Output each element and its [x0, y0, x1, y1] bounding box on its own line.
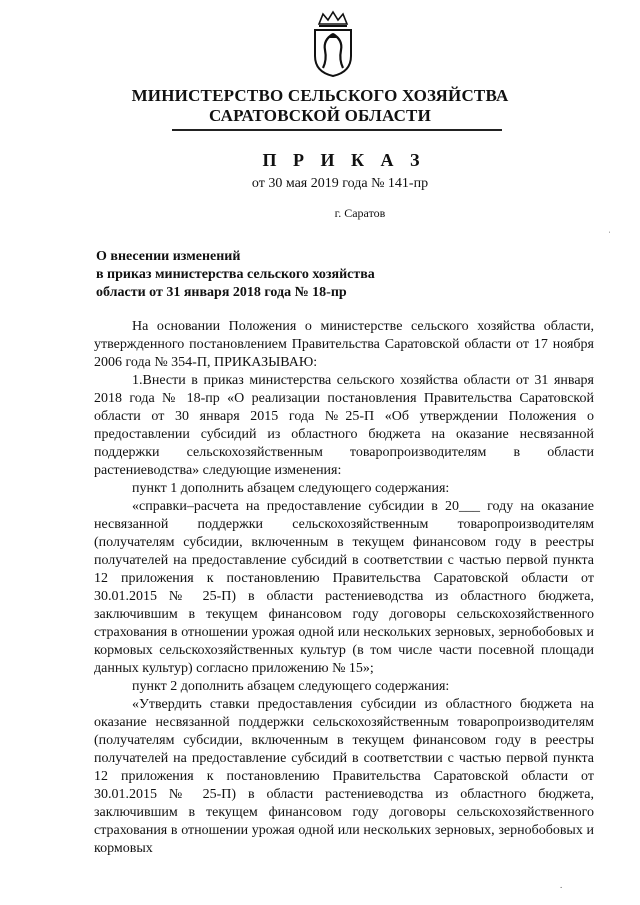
- order-date: от 30 мая 2019 года № 141-пр: [251, 176, 429, 191]
- order-body: [94, 318, 594, 858]
- subject-line-1: О внесении изменений: [96, 249, 241, 264]
- paragraph-quote-2: «Утвердить ставки предоставления субсидии из областного бюджета на оказание несвязанной поддержки сельскохозяйственным товаропроизводителям (получателям субсидии, включенным в текущем финансовом году в реестры получателей на предоставление субсидий в соответствии с частью первой пункта 12 приложения к постановлению Правительства Саратовской области от 30.01.2015 № 25-П) в области растениеводства из областного бюджета, заключившим в текущем финансовом году договоры сельскохозяйственного страхования в отношении урожая одной или нескольких зерновых, зернобобовых и кормовых: [94, 697, 594, 856]
- paragraph-point-2: пункт 2 дополнить абзацем следующего содержания:: [132, 679, 450, 694]
- order-title: П Р И К А З: [262, 150, 426, 170]
- order-subject: [96, 248, 375, 302]
- paragraph-item-1: 1.Внести в приказ министерства сельского хозяйства области от 31 января 2018 года № 18-пр «О реализации постановления Правительства Саратовской области от 30 января 2015 года №25-П «Об утверждении Положения о предоставлении субсидий из областного бюджета на оказание несвязанной поддержки сельскохозяйственным товаропроизводителям в области растениеводства» следующие изменения:: [94, 373, 594, 478]
- ministry-name: [0, 86, 640, 126]
- paragraph-quote-1: «справки–расчета на предоставление субсидии в 20___ году на оказание несвязанной поддержки сельскохозяйственным товаропроизводителям (получателям субсидии, включенным в текущем финансовом году в реестры получателей на предоставление субсидий в соответствии с частью первой пункта 12 приложения к постановлению Правительства Саратовской области от 30.01.2015 № 25-П) в области растениеводства из областного бюджета, заключившим в текущем финансовом году договоры сельскохозяйственного страхования в отношении урожая одной или нескольких зерновых, зернобобовых и кормовых сельскохозяйственных культур (в том числе части посевной площади данных культур) согласно приложению № 15»;: [94, 499, 594, 676]
- subject-line-2: в приказ министерства сельского хозяйства: [96, 267, 375, 282]
- scan-mark: .: [560, 880, 563, 890]
- ministry-line-2: САРАТОВСКОЙ ОБЛАСТИ: [208, 106, 432, 125]
- subject-line-3: области от 31 января 2018 года № 18-пр: [96, 285, 347, 300]
- coat-of-arms-icon: [309, 10, 357, 78]
- paragraph-basis: На основании Положения о министерстве сельского хозяйства области, утвержденного постановлением Правительства Саратовской области от 17 ноября 2006 года № 354-П, ПРИКАЗЫВАЮ:: [94, 319, 594, 370]
- paragraph-point-1: пункт 1 дополнить абзацем следующего содержания:: [132, 481, 450, 496]
- header-divider: [172, 129, 502, 131]
- order-city: г. Саратов: [334, 206, 386, 220]
- scan-mark: ˈ: [608, 230, 611, 240]
- ministry-line-1: МИНИСТЕРСТВО СЕЛЬСКОГО ХОЗЯЙСТВА: [131, 86, 509, 105]
